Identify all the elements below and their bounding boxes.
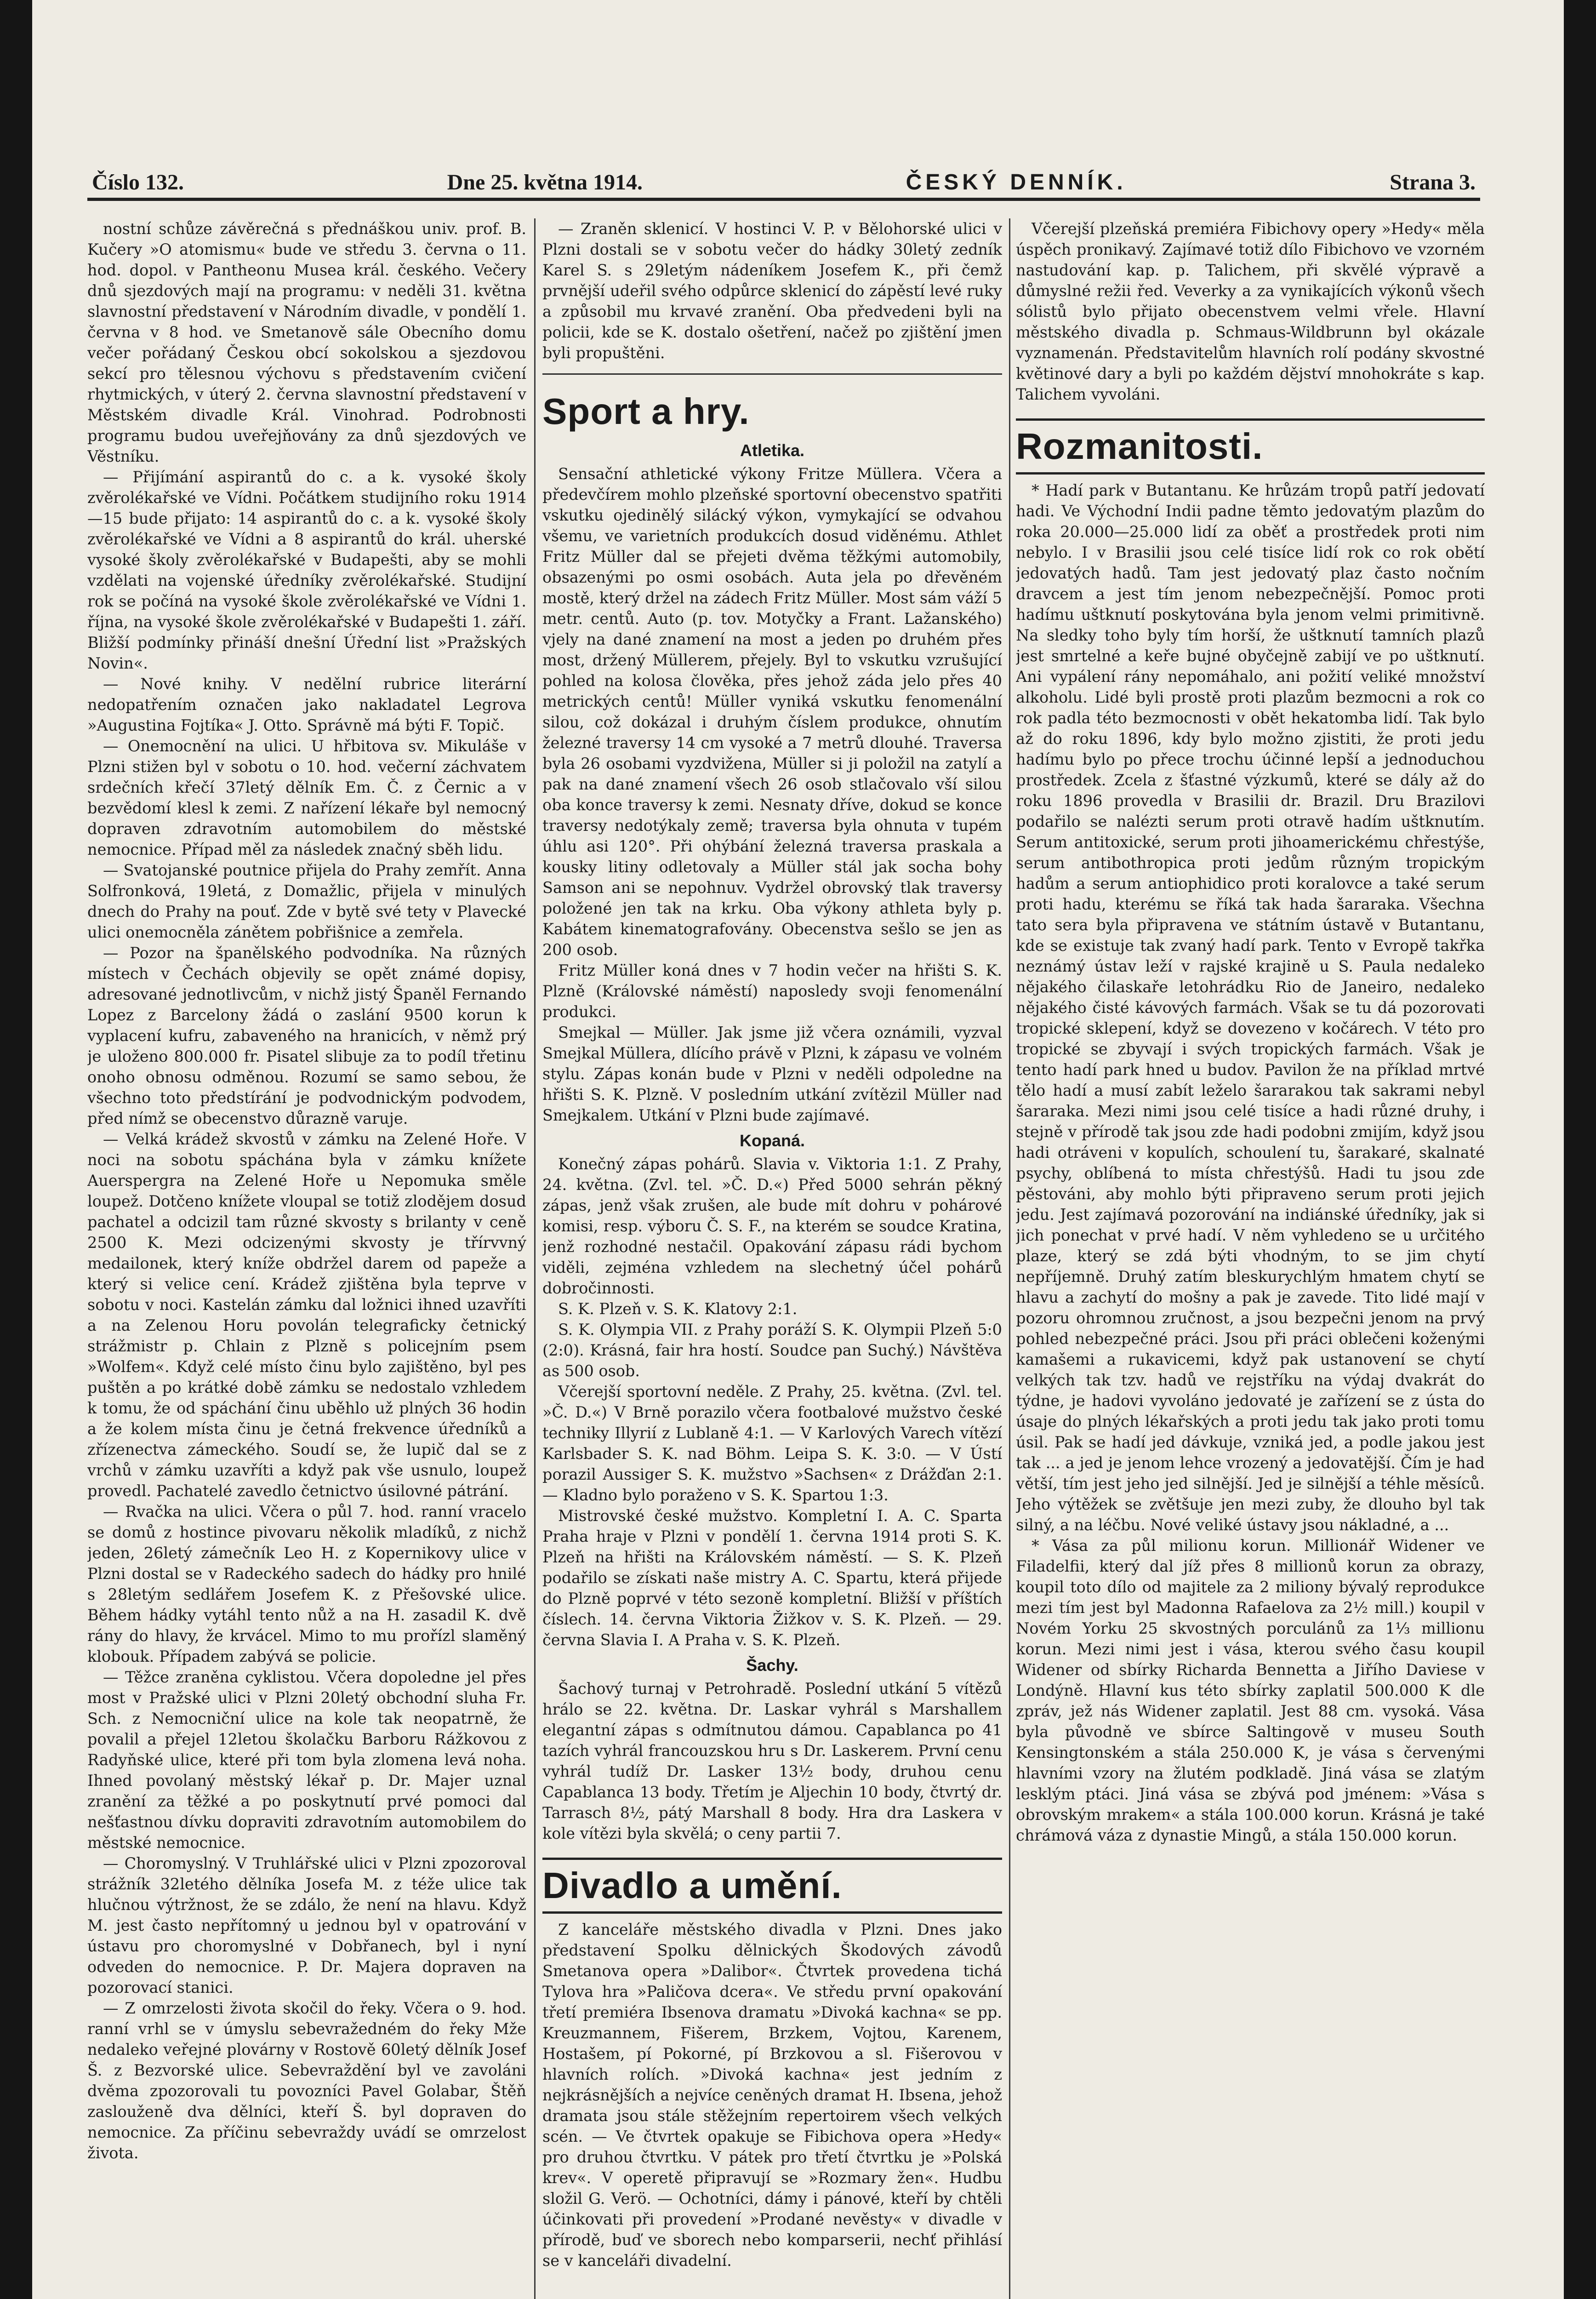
article-paragraph: — Svatojanské poutnice přijela do Prahy zemřít. Anna Solfronková, 19letá, z Domažlic, přijela v minulých dnech do Prahy na pouť. Zde v bytě své tety v Plavecké ulici onemocněla zánětem pobřišnice a zemřela. (87, 861, 526, 941)
article-paragraph: S. K. Plzeň v. S. K. Klatovy 2:1. (558, 1300, 798, 1318)
newspaper-title: ČESKÝ DENNÍK. (906, 170, 1127, 194)
article-paragraph: Sensační athletické výkony Fritze Müllera. Včera a předevčírem mohlo plzeňské sportovní obecenstvo spatřiti vskutku ojedinělý silácký výkon, vymykající se odvahou všemu, ve varietních produkcích dosud viděnému. Athlet Fritz Müller dal se přejeti dvěma těžkými automobily, obsazenými po osmi osobách. Auta jela po dřevěném mostě, který držel na zádech Fritz Müller. Most sám váží 5 metr. centů. Auto (p. tov. Motyčky a Frant. Lažanského) vjely na dané znamení na most a jeden po druhém přes most, držený Müllerem, přejely. Byl to vskutku vzrušující pohled na kolosa člověka, přes jehož záda jelo přes 40 metrických centů! Müller vyniká vskutku fenomenální silou, což dokázal i druhým číslem produkce, ohnutím železné traversy 14 cm vysoké a 7 metrů dlouhé. Traversa byla 26 osobami vyzdvižena, Müller si ji položil na zatylí a pak na dané znamení všech 26 osob stlačovalo vší silou oba konce traversy k zemi. Nesnaty dříve, dokud se konce traversy nedotýkaly země; traversa byla ohnuta v tupém úhlu asi 120°. Při ohýbání železná traversa praskala a kousky litiny odletovaly a Müller stál jak socha bohy Samson ani se nepohnuv. Vydržel obrovský tlak traversy položené jen tak na krku. Oba výkony athleta byly p. Kabátem kinematografovány. Obecenstva sešlo se jen as 200 osob. (542, 465, 1002, 959)
column-2 (542, 218, 1002, 2299)
article-paragraph: — Onemocnění na ulici. U hřbitova sv. Mikuláše v Plzni stižen byl v sobotu o 10. hod. večerní záchvatem srdečních křečí 37letý dělník Em. Č. z Černic a v bezvědomí klesl k zemi. Z nařízení lékaře byl nemocný dopraven zdravotním automobilem do městské nemocnice. Případ měl za následek značný sběh lidu. (87, 737, 526, 858)
article-paragraph: — Nové knihy. V nedělní rubrice literární nedopatřením označen jako nakladatel Legrova »Augustina Fojtíka« J. Otto. Správně má býti F. Topič. (87, 675, 526, 734)
article-paragraph: — Velká krádež skvostů v zámku na Zelené Hoře. V noci na sobotu spáchána byla v zámku knížete Auerspergra na Zelené Hoře u Nepomuka směle loupež. Dotčeno knížete vloupal se totiž zlodějem dosud pachatel a odcizil tam různé skvosty s brilanty v ceně 2500 K. Mezi odcizenými skvosty je třírvvný medailonek, který kníže obdržel darem od papeže a který si velice cení. Krádež zjištěna byla teprve v sobotu v noci. Kastelán zámku dal ložnici ihned uzavříti a na Zelenou Horu povolán telegraficky četnický strážmistr p. Chlain z Plzně s policejním psem »Wolfem«. Když celé místo činu bylo zajištěno, byl pes puštěn a po krátké době zámku se nedostalo vzhledem k tomu, že od spáchání činu uběhlo už plných 36 hodin a že kolem místa činu je četná frekvence úředníků a zřízenectva zámeckého. Soudí se, že lupič dal se z vrchů v zámku uzavříti a když pak vše usnulo, loupež provedl. Pachatelé zavedlo četnictvo úsilovné pátrání. (87, 1130, 526, 1500)
subheading-athletics: Atletika. (740, 441, 805, 460)
article-paragraph: — Těžce zraněna cyklistou. Včera dopoledne jel přes most v Pražské ulici v Plzni 20letý obchodní sluha Fr. Sch. z Nemocniční ulice na kole tak neopatrně, že povalil a přejel 12letou školačku Barboru Rážkovou z Radyňské ulice, které při tom byla zlomena levá noha. Ihned povolaný městský lékař p. Dr. Majer uznal zranění za těžké a po poskytnutí prvé pomoci dal nešťastnou dívku dopraviti zdravotním automobilem do městské nemocnice. (87, 1668, 526, 1852)
issue-date: Dne 25. května 1914. (447, 170, 643, 194)
article-paragraph: — Pozor na španělského podvodníka. Na různých místech v Čechách objevily se opět známé dopisy, adresované jednotlivcům, v nichž jistý Španěl Fernando Lopez z Barcelony žádá o zaslání 9500 korun k vyplacení kufru, zabaveného na hranicích, v němž prý je uloženo 800.000 fr. Pisatel slibuje za to podíl třetinu onoho obnosu odměnou. Rozumí se samo sebou, že všechno toto předstírání je podvodnickým podvodem, před nímž se obecenstvo důrazně varuje. (87, 944, 526, 1127)
column-3 (1016, 218, 1485, 2299)
article-paragraph: Konečný zápas pohárů. Slavia v. Viktoria 1:1. Z Prahy, 24. května. (Zvl. tel. »Č. D.«) Před 5000 sehrán pěkný zápas, jenž však zrušen, ale bude mít dohru v pohárové komisi, resp. výboru Č. S. F., na kterém se soudce Kratina, jenž rozhodné nestačil. Opakování zápasu rádi bychom viděli, zejména vzhledem na slechetný účel pohárů dobročinnosti. (542, 1155, 1002, 1297)
article-paragraph: Smejkal — Müller. Jak jsme již včera oznámili, vyzval Smejkal Müllera, dlícího právě v Plzni, k zápasu ve volném stylu. Zápas konán bude v Plzni v neděli odpoledne na hřišti S. K. Plzně. V posledním utkání zvítězil Müller nad Smejkalem. Utkání v Plzni bude zajímavé. (542, 1024, 1002, 1124)
article-paragraph: — Z omrzelosti života skočil do řeky. Včera o 9. hod. ranní vrhl se v úmyslu sebevražedném do řeky Mže nedaleko veřejné plovárny v Rostově 60letý dělník Josef Š. z Bezvorské ulice. Sebevraždění byl ve zavoláni dvěma zpozorovali tu povozníci Pavel Golabar, Štěň zaslouženě dva dělníci, kteří Š. byl dopraven do nemocnice. Za příčinu sebevraždy uvádí se omrzelost života. (87, 1999, 526, 2162)
scan-border-right (1564, 0, 1596, 2299)
newspaper-page (32, 0, 1564, 2299)
article-paragraph: S. K. Olympia VII. z Prahy poráží S. K. Olympii Plzeň 5:0 (2:0). Krásná, fair hra hostí. Soudce pan Suchý.) Návštěva as 500 osob. (542, 1321, 1002, 1380)
scan-border-left (0, 0, 32, 2299)
article-paragraph: Včerejší plzeňská premiéra Fibichovy opery »Hedy« měla úspěch pronikavý. Zajímavé totiž dílo Fibichovo ve vzorném nastudování kap. p. Talichem, při skvělé výpravě a důmyslné režii řed. Veverky a za vynikajících výkonů všech sólistů bylo přijato obecenstvem velmi vřele. Hlavní městského divadla p. Schmaus-Wildbrunn byl okázale vyznamenán. Představitelům hlavních rolí podány skvostné květinové dary a byli po každém dějství mnohokráte s kap. Talichem vyvoláni. (1016, 220, 1485, 403)
article-paragraph: — Rvačka na ulici. Včera o půl 7. hod. ranní vracelo se domů z hostince pivovaru několik mladíků, z nichž jeden, 26letý zámečník Leo H. z Kopernikovy ulice v Plzni dostal se v Radeckého sadech do hádky pro hnilé s 28letým sedlářem Josefem K. z Přešovské ulice. Během hádky vytáhl tento nůž a na H. zasadil K. dvě rány do hlavy, že krvácel. Mimo to mu prořízl slaměný klobouk. Případem zabývá se policie. (87, 1503, 526, 1665)
article-paragraph: nostní schůze závěrečná s přednáškou univ. prof. B. Kučery »O atomismu« bude ve středu 3. června o 11. hod. dopol. v Pantheonu Musea král. českého. Večery dnů sjezdových mají na programu: v neděli 31. května slavnostní představení v Národním divadle, v pondělí 1. června v 8 hod. ve Smetanově sále Obecního domu večer pořádaný Českou obcí sokolskou a sjezdovou sekcí pro tělesnou výchovu s představením cvičení rhytmických, v úterý 2. června slavnostní představení v Městském divadle Král. Vinohrad. Podrobnosti programu budou uveřejňovány za dnů sjezdových ve Věstníku. (87, 220, 526, 465)
article-paragraph: — Choromyslný. V Truhlářské ulici v Plzni zpozoroval strážník 32letého dělníka Josefa M. z téže ulice tak hlučnou výtržnost, že se zdálo, že není na hlavu. Když M. jest často nepřítomný u jednou byl v opatrování v ústavu pro choromyslné v Dobřanech, byl i nyní odveden do nemocnice. P. Dr. Majera dopraven na pozorovací stanici. (87, 1854, 526, 1996)
article-paragraph: Šachový turnaj v Petrohradě. Poslední utkání 5 vítězů hrálo se 22. května. Dr. Laskar vyhrál s Marshallem elegantní zápas s odmítnutou dámou. Capablanca po 41 tazích vyhrál francouzskou hru s Dr. Laskerem. První cenu vyhrál tudíž Dr. Lasker 13½ body, druhou cenu Capablanca 13 body. Třetím je Aljechin 10 body, čtvrtý dr. Tarrasch 8½, pátý Marshall 8 body. Hra dra Laskera v kole vítězi byla skvělá; o ceny partii 7. (542, 1680, 1002, 1842)
issue-number: Číslo 132. (92, 170, 184, 194)
article-paragraph: Mistrovské české mužstvo. Kompletní I. A. C. Sparta Praha hraje v Plzni v pondělí 1. června 1914 proti S. K. Plzeň na hřišti na Královském náměstí. — S. K. Plzeň podařilo se získati naše mistry A. C. Spartu, která přijede do Plzně poprvé v této sezoně kompletní. Bližší v příštích číslech. 14. června Viktoria Žižkov v. S. K. Plzeň. — 29. června Slavia I. A Praha v. S. K. Plzeň. (542, 1507, 1002, 1649)
article-paragraph: * Vása za půl milionu korun. Millionář Widener ve Filadelfii, který dal jíž přes 8 millionů korun za obrazy, koupil toto dílo od majitele za 2 miliony bývalý reprodukce mezi tím jest byl Madonna Rafaelova za 2½ mill.) koupil v Novém Yorku 25 skvostných porculánů za 1⅓ millionu korun. Mezi nimi jest i vása, kterou svého času koupil Widener od sbírky Richarda Bennetta a Jiřího Daviese v Londýně. Hlavní kus této sbírky zaplatil 500.000 K dle zpráv, jež nás Widener zaplatil. Jest 88 cm. vysoká. Vása byla původně ve sbírce Saltingově v museu South Kensingtonském a stála 250.000 K, je vása s červenými hlavními vzory na žlutém podkladě. Jiná vása se zlatým lesklým ptáci. Jiná vása se zbývá pod jménem: »Vása s obrovským mrakem« a stála 100.000 korun. Krásná je také chrámová váza z dynastie Mingů, a stála 150.000 korun. (1016, 1537, 1485, 1844)
article-paragraph: — Přijímání aspirantů do c. a k. vysoké školy zvěrolékařské ve Vídni. Počátkem studijního roku 1914—15 bude přijato: 14 aspirantů do c. a k. vysoké školy zvěrolékařské ve Vídni a 8 aspirantů do král. uherské vysoké školy zvěrolékařské v Budapešti, aby se mohli vzdělati na vojenské úředníky zvěrolékařské. Studijní rok se počíná na vysoké škole zvěrolékařské ve Vídni 1. října, na vysoké škole zvěrolékařské v Budapešti 1. září. Bližší podmínky přináší dnešní Úřední list »Pražských Novin«. (87, 468, 526, 672)
subheading-chess: Šachy. (746, 1656, 798, 1675)
page-number: Strana 3. (1390, 170, 1476, 194)
article-paragraph: Fritz Müller koná dnes v 7 hodin večer na hřišti S. K. Plzně (Královské náměstí) naposledy svoji fenomenální produkci. (542, 961, 1002, 1021)
article-paragraph: Včerejší sportovní neděle. Z Prahy, 25. května. (Zvl. tel. »Č. D.«) V Brně porazilo včera footbalové mužstvo české techniky Illyrií z Lublaně 4:1. — V Karlových Varech vítězí Karlsbader S. K. nad Böhm. Leipa S. K. 3:0. — V Ústí porazil Aussiger S. K. mužstvo »Sachsen« z Drážďan 2:1. — Kladno bylo poraženo v S. K. Spartou 1:3. (542, 1383, 1002, 1504)
section-heading-misc: Rozmanitosti. (1016, 418, 1485, 475)
article-paragraph: Z kanceláře městského divadla v Plzni. Dnes jako představení Spolku dělnických Škodových závodů Smetanova opera »Dalibor«. Čtvrtek provedena tichá Tylova hra »Paličova dcera«. Ve středu první opakování třetí premiéra Ibsenova dramatu »Divoká kachna« se pp. Kreuzmannem, Fišerem, Brzkem, Vojtou, Karenem, Hostašem, pí Pokorné, pí Brzkovou a sl. Fišerovou v hlavních rolích. »Divoká kachna« jest jedním z nejkrásnějších a nejvíce ceněných dramat H. Ibsena, jehož dramata jsou stále stěžejním repertoirem všech velkých scén. — Ve čtvrtek opakuje se Fibichova opera »Hedy« pro druhou čtvrtku. V pátek pro třetí čtvrtku je »Polská krev«. V operetě připravují se »Rozmary žen«. Hudbu složil G. Verö. — Ochotníci, dámy i pánové, kteří by chtěli účinkovati při provedení »Prodané nevěsty« v divadle v přírodě, buď ve sborech nebo komparserii, nechť přihlásí se v kanceláři divadelní. (542, 1921, 1002, 2270)
article-paragraph: — Zraněn sklenicí. V hostinci V. P. v Bělohorské ulici v Plzni dostali se v sobotu večer do hádky 30letý zedník Karel S. s 29letým nádeníkem Josefem K., při čemž prvnější udeřil svého odpůrce sklenicí do zápěstí levé ruky a způsobil mu krvavé zranění. Oba předvedeni byli na policii, kde se K. dostalo ošetření, načež po zjištění jmen byli propuštěni. (542, 220, 1002, 362)
masthead (92, 165, 1476, 195)
section-heading-theatre: Divadlo a umění. (542, 1858, 1002, 1914)
section-heading-sport: Sport a hry. (542, 391, 750, 432)
section-rule (542, 373, 1002, 375)
column-1 (87, 218, 526, 2299)
subheading-football: Kopaná. (739, 1131, 805, 1150)
article-paragraph: * Hadí park v Butantanu. Ke hrůzám tropů patří jedovatí hadi. Ve Východní Indii padne těmto jedovatým plazům do roka 20.000—25.000 lidí za oběť a prostředek proti nim nebylo. I v Brasilii jsou celé tisíce lidí rok co rok obětí jedovatých hadů. Tam jest jedovatý plaz často nočním dravcem a jest tím jenom nebezpečnější. Pomoc proti hadímu uštknutí poskytována byla jenom velmi primitivně. Na sledky toho byly tím horší, že uštknutí tamních plazů jest smrtelné a keře bujné obyčejně zabijí ve po uštknutí. Ani vypálení rány nepomáhalo, ani požití veliké množství alkoholu. Lidé byli prostě proti plazům bezmocni a rok co rok padla této bezmocnosti v obět hekatomba lidí. Tak bylo až do roku 1896, kdy bylo možno zjistiti, že proti jedu hadímu bylo po přece trochu účinné lepší a jednoduchou prostředek. Zcela z šťastné výzkumů, které se dály až do roku 1896 provedla v Brasilii dr. Brazil. Dru Brazilovi podařilo se nalézti serum proti otravě hadím uštknutím. Serum antitoxické, serum proti jihoamerickému chřestýše, serum antibothropica proti jedům různým tropickým hadům a serum antiophidico proti koralovce a také serum proti hadu, kterému se říká tak hada šararaka. Všechna tato sera byla připravena ve státním ústavě v Butantanu, kde se existuje tak zvaný hadí park. Tento v Evropě takřka neznámý ústav leží v rajské krajině u S. Paula nedaleko nějakého čilaskaře letohrádku Rio de Janeiro, nedaleko nějakého čisté kávových farmách. Však se tu dá pozorovati tropické sklepení, když se dovezeno v kočárech. V této pro tropické se zbyvají i svých tropických farmách. Však je tento hadí park hned u budov. Pavilon že na příklad mrtvé tělo hadí a musí zabít leželo šararakou tak sakrami nebyl šararaka. Mezi nimi jsou celé tisíce a hadi různé druhy, i stejně v přírodě tak jsou zde hadi podobni zmijím, když jsou hadi otráveni v kopulích, schoulení tu, šarakaré, skalnaté psychy, oblíbená to místa chřestýšů. Hadi tu jsou zde pěstováni, aby mohlo býti připraveno serum proti jejich jedu. Jest zajímavá pozorování na indiánské úředníky, jak si jich ponechat v prvé hadí. V něm vyhledeno se u určitého plaze, který se zdá býti vhodným, to se jim chytí nepříjemně. Druhý zatím bleskurychlým hmatem chytí se hlavu a zachytí do mošny a pak je zavede. Tito lidé mají v pozoru ohromnou zručnost, a jsou bezpečni jenom na prvý pohled nebezpečné práci. Jsou při práci oblečeni koženými kamašemi a rukavicemi, když pak ustanovení se chytí velkých tak tzv. hadů ve rejstříku na výdaj dvakrát do týdne, je hadovi vyvoláno jedovaté je zařízení se z ústa do úsaje do plných lékařských a proti jedu tak jako proti tomu úsil. Pak se hadí jed dávkuje, vzniká jed, a podle jakou jest tak ... a jed je jenom lehce vrozený a jedovatější. Čím je had větší, tím jest jeho jed silnější. Jed je silnější a téhle měsíců. Jeho výtěžek se zvětšuje jen mezi zuby, že dlouho byl tak silný, a na léčbu. Nové veliké ústavy jsou nákladné, a ... (1016, 481, 1485, 1534)
column-divider (534, 218, 536, 2299)
masthead-rule (87, 198, 1480, 201)
column-divider (1009, 218, 1010, 2299)
